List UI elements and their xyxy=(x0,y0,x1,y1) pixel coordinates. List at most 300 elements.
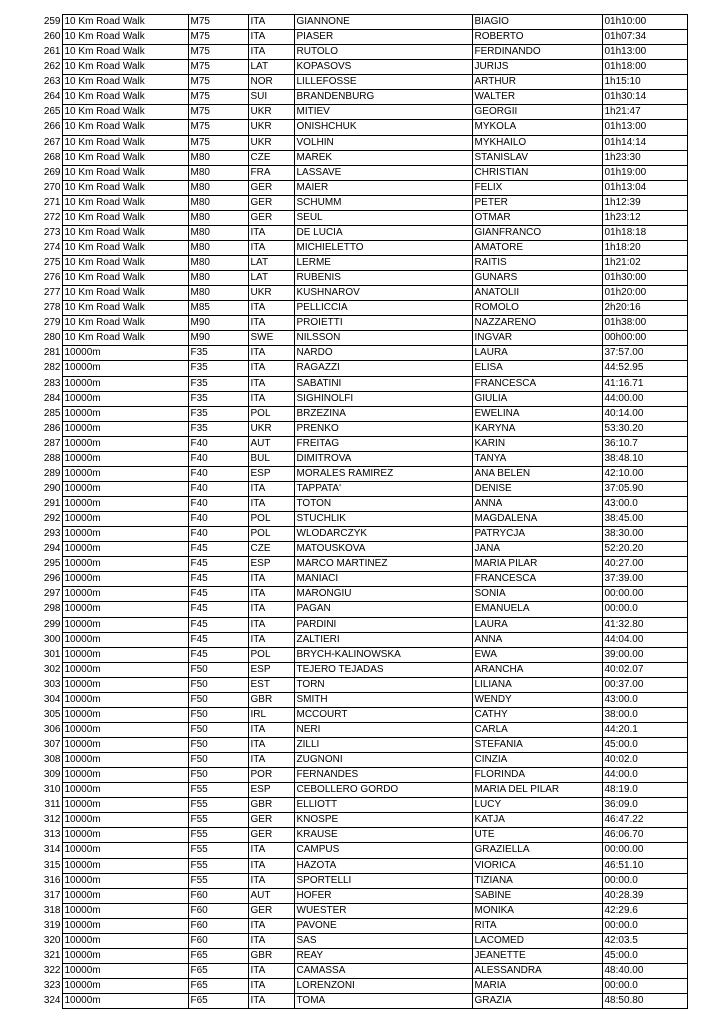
event-cell: 10000m xyxy=(62,948,188,963)
table-row xyxy=(26,963,687,978)
first-name-cell: OTMAR xyxy=(472,210,602,225)
first-name-cell: CHRISTIAN xyxy=(472,165,602,180)
first-name-cell: GIULIA xyxy=(472,391,602,406)
row-number: 270 xyxy=(43,181,61,193)
row-number: 307 xyxy=(43,739,61,751)
surname-cell: SCHUMM xyxy=(294,195,472,210)
category-cell: M75 xyxy=(188,15,248,30)
category-cell: F45 xyxy=(188,602,248,617)
category-cell: F50 xyxy=(188,707,248,722)
surname-cell: NERI xyxy=(294,722,472,737)
row-number: 298 xyxy=(43,603,61,615)
time-cell: 00:00.0 xyxy=(602,979,687,994)
row-number: 317 xyxy=(43,889,61,901)
row-number: 272 xyxy=(43,211,61,223)
table-row xyxy=(26,738,687,753)
surname-cell: SAS xyxy=(294,933,472,948)
row-number: 294 xyxy=(43,543,61,555)
surname-cell: TORN xyxy=(294,677,472,692)
row-number: 309 xyxy=(43,769,61,781)
surname-cell: MARCO MARTINEZ xyxy=(294,557,472,572)
event-cell: 10 Km Road Walk xyxy=(62,150,188,165)
category-cell: F65 xyxy=(188,994,248,1009)
table-row xyxy=(26,843,687,858)
category-cell: M80 xyxy=(188,195,248,210)
time-cell: 44:00.0 xyxy=(602,768,687,783)
event-cell: 10000m xyxy=(62,647,188,662)
nation-cell: SWE xyxy=(248,331,294,346)
first-name-cell: KATJA xyxy=(472,813,602,828)
time-cell: 37:05.90 xyxy=(602,481,687,496)
category-cell: M80 xyxy=(188,225,248,240)
category-cell: M75 xyxy=(188,90,248,105)
first-name-cell: ARANCHA xyxy=(472,662,602,677)
first-name-cell: PATRYCJA xyxy=(472,527,602,542)
surname-cell: TEJERO TEJADAS xyxy=(294,662,472,677)
event-cell: 10000m xyxy=(62,813,188,828)
category-cell: F50 xyxy=(188,722,248,737)
table-row xyxy=(26,527,687,542)
category-cell: M75 xyxy=(188,105,248,120)
surname-cell: RUTOLO xyxy=(294,45,472,60)
surname-cell: PELLICCIA xyxy=(294,301,472,316)
time-cell: 01h14:14 xyxy=(602,135,687,150)
first-name-cell: ANATOLII xyxy=(472,286,602,301)
first-name-cell: ALESSANDRA xyxy=(472,963,602,978)
event-cell: 10000m xyxy=(62,783,188,798)
nation-cell: ITA xyxy=(248,963,294,978)
nation-cell: UKR xyxy=(248,120,294,135)
event-cell: 10 Km Road Walk xyxy=(62,15,188,30)
category-cell: M80 xyxy=(188,210,248,225)
category-cell: M90 xyxy=(188,331,248,346)
surname-cell: MORALES RAMIREZ xyxy=(294,466,472,481)
row-number: 262 xyxy=(43,61,61,73)
nation-cell: LAT xyxy=(248,256,294,271)
time-cell: 36:10.7 xyxy=(602,436,687,451)
nation-cell: POL xyxy=(248,512,294,527)
first-name-cell: AMATORE xyxy=(472,240,602,255)
first-name-cell: JEANETTE xyxy=(472,948,602,963)
category-cell: F40 xyxy=(188,451,248,466)
time-cell: 40:02.07 xyxy=(602,662,687,677)
table-row xyxy=(26,587,687,602)
results-table xyxy=(26,14,688,1009)
row-number: 282 xyxy=(43,362,61,374)
first-name-cell: TANYA xyxy=(472,451,602,466)
table-row xyxy=(26,391,687,406)
first-name-cell: JANA xyxy=(472,542,602,557)
first-name-cell: EWA xyxy=(472,647,602,662)
nation-cell: POR xyxy=(248,768,294,783)
surname-cell: PARDINI xyxy=(294,617,472,632)
time-cell: 01h07:34 xyxy=(602,30,687,45)
event-cell: 10000m xyxy=(62,376,188,391)
nation-cell: EST xyxy=(248,677,294,692)
first-name-cell: ROMOLO xyxy=(472,301,602,316)
surname-cell: HOFER xyxy=(294,888,472,903)
nation-cell: ITA xyxy=(248,602,294,617)
category-cell: F40 xyxy=(188,512,248,527)
row-number: 321 xyxy=(43,949,61,961)
first-name-cell: LUCY xyxy=(472,798,602,813)
category-cell: F35 xyxy=(188,346,248,361)
event-cell: 10000m xyxy=(62,406,188,421)
nation-cell: GER xyxy=(248,180,294,195)
category-cell: F65 xyxy=(188,948,248,963)
category-cell: F55 xyxy=(188,798,248,813)
event-cell: 10000m xyxy=(62,617,188,632)
nation-cell: ITA xyxy=(248,722,294,737)
nation-cell: ESP xyxy=(248,783,294,798)
row-number: 260 xyxy=(43,31,61,43)
time-cell: 45:00.0 xyxy=(602,738,687,753)
row-number: 266 xyxy=(43,121,61,133)
category-cell: F65 xyxy=(188,963,248,978)
nation-cell: ITA xyxy=(248,497,294,512)
nation-cell: ITA xyxy=(248,481,294,496)
surname-cell: CEBOLLERO GORDO xyxy=(294,783,472,798)
first-name-cell: RITA xyxy=(472,918,602,933)
nation-cell: ITA xyxy=(248,30,294,45)
surname-cell: HAZOTA xyxy=(294,858,472,873)
surname-cell: PAVONE xyxy=(294,918,472,933)
category-cell: F55 xyxy=(188,813,248,828)
table-row xyxy=(26,466,687,481)
time-cell: 42:03.5 xyxy=(602,933,687,948)
category-cell: M75 xyxy=(188,30,248,45)
row-number: 305 xyxy=(43,708,61,720)
event-cell: 10000m xyxy=(62,361,188,376)
category-cell: F40 xyxy=(188,436,248,451)
time-cell: 45:00.0 xyxy=(602,948,687,963)
first-name-cell: JURIJS xyxy=(472,60,602,75)
category-cell: F50 xyxy=(188,692,248,707)
nation-cell: GER xyxy=(248,813,294,828)
event-cell: 10000m xyxy=(62,692,188,707)
table-row xyxy=(26,542,687,557)
first-name-cell: MYKHAILO xyxy=(472,135,602,150)
first-name-cell: RAITIS xyxy=(472,256,602,271)
nation-cell: ITA xyxy=(248,376,294,391)
row-number: 280 xyxy=(43,332,61,344)
surname-cell: BRZEZINA xyxy=(294,406,472,421)
first-name-cell: GRAZIA xyxy=(472,994,602,1009)
event-cell: 10 Km Road Walk xyxy=(62,75,188,90)
row-number: 267 xyxy=(43,136,61,148)
first-name-cell: MARIA DEL PILAR xyxy=(472,783,602,798)
table-row xyxy=(26,30,687,45)
table-row xyxy=(26,632,687,647)
time-cell: 01h18:18 xyxy=(602,225,687,240)
results-table-body xyxy=(26,15,687,1009)
nation-cell: ITA xyxy=(248,873,294,888)
surname-cell: PIASER xyxy=(294,30,472,45)
nation-cell: ITA xyxy=(248,738,294,753)
time-cell: 40:14.00 xyxy=(602,406,687,421)
event-cell: 10000m xyxy=(62,888,188,903)
first-name-cell: FERDINANDO xyxy=(472,45,602,60)
table-row xyxy=(26,225,687,240)
time-cell: 01h18:00 xyxy=(602,60,687,75)
nation-cell: ITA xyxy=(248,753,294,768)
first-name-cell: STEFANIA xyxy=(472,738,602,753)
nation-cell: GBR xyxy=(248,692,294,707)
nation-cell: LAT xyxy=(248,60,294,75)
category-cell: F55 xyxy=(188,858,248,873)
nation-cell: ITA xyxy=(248,587,294,602)
surname-cell: SABATINI xyxy=(294,376,472,391)
category-cell: F50 xyxy=(188,738,248,753)
time-cell: 1h12:39 xyxy=(602,195,687,210)
row-number: 318 xyxy=(43,904,61,916)
time-cell: 42:10.00 xyxy=(602,466,687,481)
category-cell: M80 xyxy=(188,180,248,195)
row-number: 301 xyxy=(43,648,61,660)
nation-cell: GER xyxy=(248,903,294,918)
nation-cell: ITA xyxy=(248,45,294,60)
row-number: 320 xyxy=(43,934,61,946)
time-cell: 44:04.00 xyxy=(602,632,687,647)
event-cell: 10000m xyxy=(62,391,188,406)
table-row xyxy=(26,346,687,361)
row-number: 273 xyxy=(43,226,61,238)
event-cell: 10000m xyxy=(62,933,188,948)
event-cell: 10000m xyxy=(62,346,188,361)
time-cell: 01h13:00 xyxy=(602,120,687,135)
category-cell: F40 xyxy=(188,481,248,496)
first-name-cell: FLORINDA xyxy=(472,768,602,783)
row-number: 299 xyxy=(43,618,61,630)
nation-cell: UKR xyxy=(248,135,294,150)
category-cell: F35 xyxy=(188,391,248,406)
table-row xyxy=(26,195,687,210)
row-number: 264 xyxy=(43,91,61,103)
event-cell: 10 Km Road Walk xyxy=(62,286,188,301)
nation-cell: ITA xyxy=(248,858,294,873)
first-name-cell: SABINE xyxy=(472,888,602,903)
event-cell: 10 Km Road Walk xyxy=(62,30,188,45)
time-cell: 42:29.6 xyxy=(602,903,687,918)
time-cell: 40:02.0 xyxy=(602,753,687,768)
event-cell: 10 Km Road Walk xyxy=(62,256,188,271)
nation-cell: CZE xyxy=(248,150,294,165)
first-name-cell: PETER xyxy=(472,195,602,210)
first-name-cell: CINZIA xyxy=(472,753,602,768)
table-row xyxy=(26,421,687,436)
category-cell: F35 xyxy=(188,406,248,421)
surname-cell: DIMITROVA xyxy=(294,451,472,466)
time-cell: 01h30:00 xyxy=(602,271,687,286)
first-name-cell: ANA BELEN xyxy=(472,466,602,481)
table-row xyxy=(26,406,687,421)
first-name-cell: MAGDALENA xyxy=(472,512,602,527)
surname-cell: ZUGNONI xyxy=(294,753,472,768)
first-name-cell: STANISLAV xyxy=(472,150,602,165)
row-number: 304 xyxy=(43,693,61,705)
surname-cell: BRANDENBURG xyxy=(294,90,472,105)
category-cell: F45 xyxy=(188,572,248,587)
time-cell: 48:19.0 xyxy=(602,783,687,798)
table-row xyxy=(26,692,687,707)
time-cell: 38:45.00 xyxy=(602,512,687,527)
surname-cell: MANIACI xyxy=(294,572,472,587)
category-cell: F50 xyxy=(188,662,248,677)
table-row xyxy=(26,813,687,828)
time-cell: 1h21:02 xyxy=(602,256,687,271)
row-number: 288 xyxy=(43,452,61,464)
nation-cell: ITA xyxy=(248,316,294,331)
surname-cell: SPORTELLI xyxy=(294,873,472,888)
event-cell: 10 Km Road Walk xyxy=(62,120,188,135)
time-cell: 1h23:30 xyxy=(602,150,687,165)
row-number: 263 xyxy=(43,76,61,88)
row-number: 274 xyxy=(43,241,61,253)
event-cell: 10 Km Road Walk xyxy=(62,271,188,286)
first-name-cell: FRANCESCA xyxy=(472,572,602,587)
time-cell: 01h13:00 xyxy=(602,45,687,60)
nation-cell: ITA xyxy=(248,346,294,361)
category-cell: F40 xyxy=(188,527,248,542)
table-row xyxy=(26,210,687,225)
nation-cell: IRL xyxy=(248,707,294,722)
category-cell: M80 xyxy=(188,256,248,271)
first-name-cell: KARIN xyxy=(472,436,602,451)
row-number: 269 xyxy=(43,166,61,178)
table-row xyxy=(26,512,687,527)
first-name-cell: TIZIANA xyxy=(472,873,602,888)
surname-cell: CAMPUS xyxy=(294,843,472,858)
event-cell: 10000m xyxy=(62,994,188,1009)
event-cell: 10000m xyxy=(62,753,188,768)
surname-cell: PROIETTI xyxy=(294,316,472,331)
time-cell: 39:00.00 xyxy=(602,647,687,662)
event-cell: 10000m xyxy=(62,798,188,813)
category-cell: M75 xyxy=(188,75,248,90)
nation-cell: ITA xyxy=(248,391,294,406)
first-name-cell: GRAZIELLA xyxy=(472,843,602,858)
event-cell: 10000m xyxy=(62,828,188,843)
time-cell: 43:00.0 xyxy=(602,497,687,512)
surname-cell: LASSAVE xyxy=(294,165,472,180)
surname-cell: MARONGIU xyxy=(294,587,472,602)
table-row xyxy=(26,602,687,617)
row-number: 289 xyxy=(43,467,61,479)
table-row xyxy=(26,376,687,391)
row-number: 281 xyxy=(43,347,61,359)
nation-cell: POL xyxy=(248,647,294,662)
surname-cell: ONISHCHUK xyxy=(294,120,472,135)
event-cell: 10000m xyxy=(62,768,188,783)
surname-cell: NILSSON xyxy=(294,331,472,346)
category-cell: F60 xyxy=(188,933,248,948)
surname-cell: MATOUSKOVA xyxy=(294,542,472,557)
table-row xyxy=(26,240,687,255)
time-cell: 41:16.71 xyxy=(602,376,687,391)
table-row xyxy=(26,948,687,963)
first-name-cell: MYKOLA xyxy=(472,120,602,135)
table-row xyxy=(26,331,687,346)
first-name-cell: ANNA xyxy=(472,497,602,512)
row-number: 295 xyxy=(43,558,61,570)
time-cell: 01h38:00 xyxy=(602,316,687,331)
row-number: 277 xyxy=(43,287,61,299)
surname-cell: MITIEV xyxy=(294,105,472,120)
event-cell: 10 Km Road Walk xyxy=(62,90,188,105)
nation-cell: UKR xyxy=(248,105,294,120)
row-number: 314 xyxy=(43,844,61,856)
table-row xyxy=(26,617,687,632)
category-cell: F45 xyxy=(188,647,248,662)
time-cell: 44:20.1 xyxy=(602,722,687,737)
first-name-cell: LAURA xyxy=(472,346,602,361)
time-cell: 38:30.00 xyxy=(602,527,687,542)
row-number: 296 xyxy=(43,573,61,585)
nation-cell: NOR xyxy=(248,75,294,90)
event-cell: 10000m xyxy=(62,843,188,858)
surname-cell: STUCHLIK xyxy=(294,512,472,527)
first-name-cell: SONIA xyxy=(472,587,602,602)
table-row xyxy=(26,271,687,286)
category-cell: F35 xyxy=(188,421,248,436)
table-row xyxy=(26,135,687,150)
surname-cell: TAPPATA' xyxy=(294,481,472,496)
surname-cell: DE LUCIA xyxy=(294,225,472,240)
event-cell: 10 Km Road Walk xyxy=(62,316,188,331)
surname-cell: SIGHINOLFI xyxy=(294,391,472,406)
nation-cell: GBR xyxy=(248,948,294,963)
event-cell: 10000m xyxy=(62,512,188,527)
table-row xyxy=(26,105,687,120)
row-number: 265 xyxy=(43,106,61,118)
event-cell: 10000m xyxy=(62,662,188,677)
nation-cell: BUL xyxy=(248,451,294,466)
surname-cell: NARDO xyxy=(294,346,472,361)
time-cell: 00:00.0 xyxy=(602,873,687,888)
surname-cell: TOMA xyxy=(294,994,472,1009)
surname-cell: SMITH xyxy=(294,692,472,707)
nation-cell: ITA xyxy=(248,933,294,948)
category-cell: F35 xyxy=(188,361,248,376)
event-cell: 10000m xyxy=(62,557,188,572)
first-name-cell: INGVAR xyxy=(472,331,602,346)
row-number: 291 xyxy=(43,498,61,510)
surname-cell: RAGAZZI xyxy=(294,361,472,376)
first-name-cell: KARYNA xyxy=(472,421,602,436)
table-row xyxy=(26,15,687,30)
nation-cell: UKR xyxy=(248,421,294,436)
event-cell: 10000m xyxy=(62,542,188,557)
nation-cell: ESP xyxy=(248,466,294,481)
event-cell: 10000m xyxy=(62,858,188,873)
table-row xyxy=(26,361,687,376)
time-cell: 48:50.80 xyxy=(602,994,687,1009)
nation-cell: GBR xyxy=(248,798,294,813)
first-name-cell: EWELINA xyxy=(472,406,602,421)
event-cell: 10 Km Road Walk xyxy=(62,135,188,150)
nation-cell: ITA xyxy=(248,225,294,240)
time-cell: 46:51.10 xyxy=(602,858,687,873)
category-cell: F45 xyxy=(188,632,248,647)
first-name-cell: ELISA xyxy=(472,361,602,376)
table-row xyxy=(26,165,687,180)
surname-cell: MICHIELETTO xyxy=(294,240,472,255)
surname-cell: WUESTER xyxy=(294,903,472,918)
surname-cell: TOTON xyxy=(294,497,472,512)
row-number: 310 xyxy=(43,784,61,796)
table-row xyxy=(26,90,687,105)
category-cell: F35 xyxy=(188,376,248,391)
